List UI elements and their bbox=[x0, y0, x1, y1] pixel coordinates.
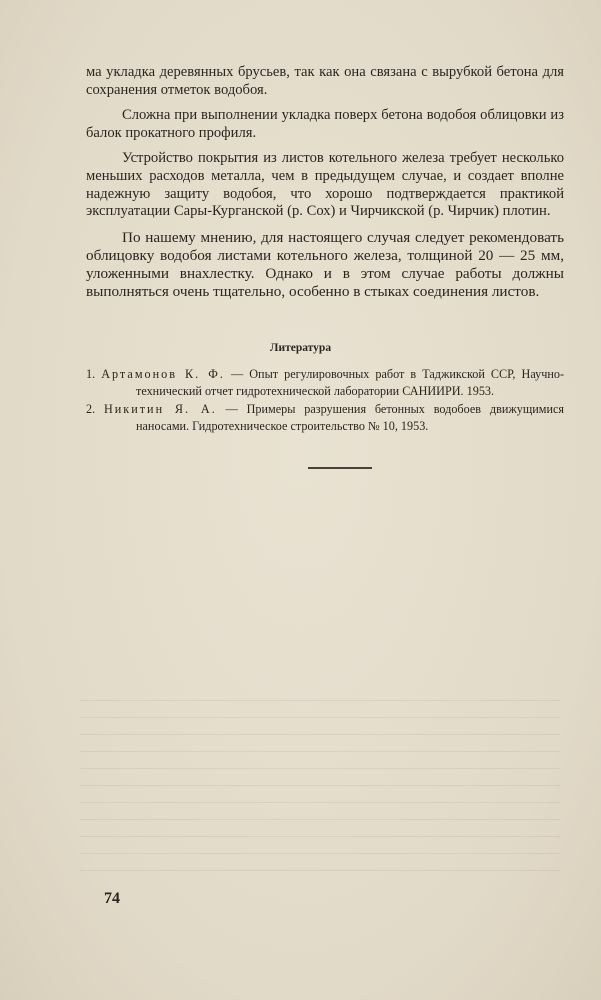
references-heading: Литература bbox=[269, 342, 332, 354]
reference-author: Никитин Я. А. bbox=[103, 402, 217, 417]
reference-author: Артамонов К. Ф. bbox=[101, 367, 225, 381]
reference-number: 1. bbox=[86, 367, 96, 381]
reference-text: — Примеры разрушения бетонных водобоев движущимися наносами. Гидротехническое строительство № 10, 1953. bbox=[136, 402, 565, 433]
paragraph-3: Устройство покрытия из листов котельного железа требует несколько меньших расходов металла, чем в предыдущем случае, и создает вполне надежную защиту водобоя, что хорошо подтверждается практикой эксплуатации Сары-Курганской (р. Сох) и Чирчикской (р. Чирчик) плотин. bbox=[86, 150, 564, 220]
body-text bbox=[86, 64, 564, 310]
separator-rule bbox=[308, 467, 372, 469]
paragraph-1: ма укладка деревянных брусьев, так как она связана с вырубкой бетона для сохранения отметок водобоя. bbox=[86, 64, 564, 98]
reference-number: 2. bbox=[86, 402, 96, 417]
reference-item bbox=[86, 401, 564, 434]
reference-item bbox=[86, 366, 564, 399]
references-list bbox=[86, 366, 564, 436]
paragraph-2: Сложна при выполнении укладка поверх бетона водобоя облицовки из балок прокатного профиля. bbox=[86, 107, 564, 141]
bleed-through-texture bbox=[80, 700, 560, 880]
reference-text: — Опыт регулировочных работ в Таджикской ССР, Научно-технический отчет гидротехнической лаборатории САНИИРИ. 1953. bbox=[136, 367, 565, 398]
page-number: 74 bbox=[104, 890, 120, 907]
paragraph-4: По нашему мнению, для настоящего случая следует рекомендовать облицовку водобоя листами котельного железа, толщиной 20 — 25 мм, уложенными внахлестку. Однако и в этом случае работы должны выполняться очень тщательно, особенно в стыках соединения листов. bbox=[86, 228, 564, 301]
